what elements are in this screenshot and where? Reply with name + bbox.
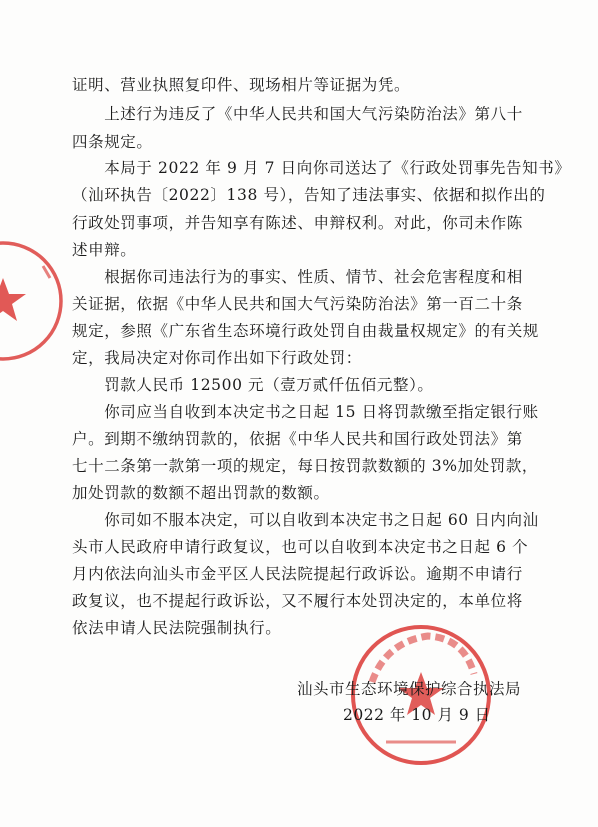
- body-line: 行政处罚事项，并告知享有陈述、申辩权利。对此，你司未作陈: [72, 214, 523, 232]
- body-line: 述申辩。: [72, 241, 137, 259]
- body-line: 关证据，依据《中华人民共和国大气污染防治法》第一百二十条: [72, 295, 523, 313]
- body-line: 四条规定。: [72, 133, 153, 151]
- body-line: 依法申请人民法院强制执行。: [72, 619, 282, 637]
- signature-date: 2022 年 10 月 9 日: [343, 706, 491, 724]
- body-line: 头市人民政府申请行政复议，也可以自收到本决定书之日起 6 个: [72, 538, 529, 556]
- body-line: 本局于 2022 年 9 月 7 日向你司送达了《行政处罚事先告知书》: [72, 159, 571, 177]
- body-line: 规定，参照《广东省生态环境行政处罚自由裁量权规定》的有关规: [72, 322, 539, 340]
- body-line: 上述行为违反了《中华人民共和国大气污染防治法》第八十: [72, 105, 523, 123]
- body-line: 七十二条第一款第一项的规定，每日按罚款数额的 3%加处罚款，: [72, 457, 539, 475]
- body-line: 定，我局决定对你司作出如下行政处罚：: [72, 349, 362, 367]
- body-line: 证明、营业执照复印件、现场相片等证据为凭。: [72, 76, 411, 94]
- body-line: 加处罚款的数额不超出罚款的数额。: [72, 484, 330, 502]
- body-line: 你司应当自收到本决定书之日起 15 日将罚款缴至指定银行账: [72, 403, 539, 421]
- body-line: 罚款人民币 12500 元（壹万贰仟伍佰元整）。: [72, 376, 434, 394]
- seal-star-icon: [0, 278, 26, 321]
- body-line: 户。到期不缴纳罚款的，依据《中华人民共和国行政处罚法》第: [72, 430, 523, 448]
- body-line: 根据你司违法行为的事实、性质、情节、社会危害程度和相: [72, 268, 523, 286]
- side-seal: [0, 236, 68, 366]
- body-line: 政复议，也不提起行政诉讼，又不履行本处罚决定的，本单位将: [72, 592, 523, 610]
- body-line: 你司如不服本决定，可以自收到本决定书之日起 60 日内向汕: [72, 511, 539, 529]
- signature-organization: 汕头市生态环境保护综合执法局: [297, 680, 522, 698]
- body-line: 月内依法向汕头市金平区人民法院提起行政诉讼。逾期不申请行: [72, 565, 523, 583]
- body-line: （汕环执告〔2022〕138 号），告知了违法事实、依据和拟作出的: [72, 186, 546, 204]
